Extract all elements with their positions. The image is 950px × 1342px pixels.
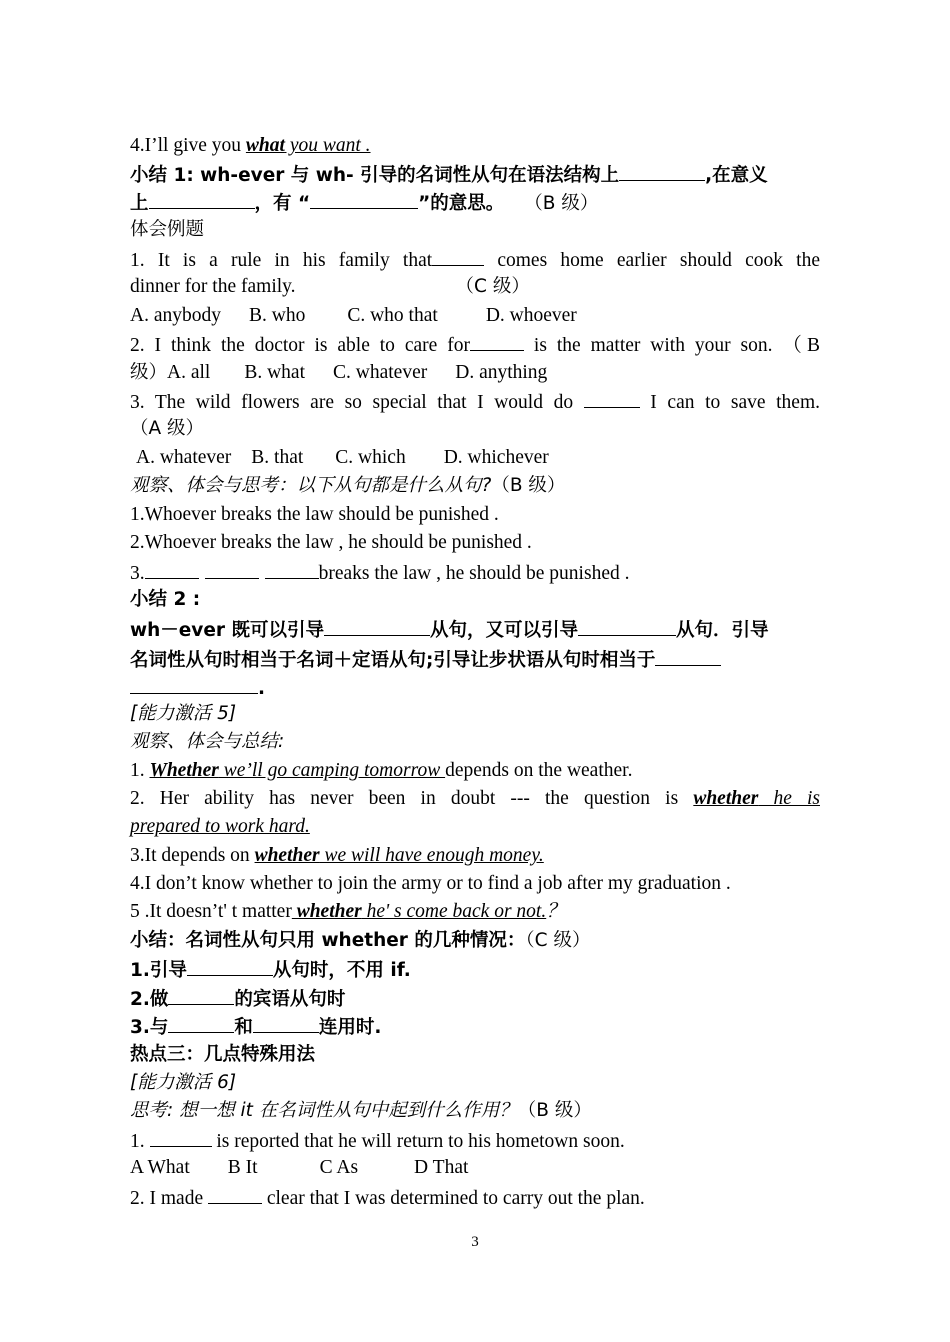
it-question-1: 1. is reported that he will return to his hometown soon. bbox=[130, 1126, 820, 1156]
option-b[interactable]: B. that bbox=[251, 447, 304, 468]
fill-blank[interactable] bbox=[168, 1012, 234, 1033]
whether-sentence-2: 2. Her ability has never been in doubt --- the question is whether he is bbox=[130, 788, 820, 809]
fill-blank[interactable] bbox=[145, 558, 199, 579]
summary-2-line-2: 名词性从句时相当于名词＋定语从句;引导让步状语从句时相当于 bbox=[130, 645, 820, 675]
option-c[interactable]: C. whatever bbox=[333, 362, 428, 383]
section-heading: 体会例题 bbox=[130, 219, 205, 240]
fill-blank[interactable] bbox=[584, 387, 640, 408]
option-a[interactable]: A. all bbox=[167, 362, 211, 383]
level-tag: （B 级） bbox=[491, 475, 566, 496]
fill-blank[interactable] bbox=[168, 984, 234, 1005]
question-2-options bbox=[130, 359, 820, 387]
option-d[interactable]: D. whoever bbox=[485, 305, 577, 326]
level-tag: 级） bbox=[130, 362, 168, 383]
fill-blank[interactable] bbox=[265, 558, 319, 579]
option-a[interactable]: A. whatever bbox=[136, 447, 232, 468]
emphasis-whether: whether bbox=[291, 901, 362, 922]
summary-2-title: 小结 2 : bbox=[130, 589, 201, 610]
it-question-1-options bbox=[130, 1154, 820, 1182]
whether-sentence-1: 1. Whether we’ll go camping tomorrow depends on the weather. bbox=[130, 760, 633, 781]
fill-blank[interactable] bbox=[150, 1126, 212, 1147]
it-question-2: 2. I made clear that I was determined to carry out the plan. bbox=[130, 1183, 820, 1213]
summary-1-line-1: 小结 1: wh-ever 与 wh- 引导的名词性从句在语法结构上 ,在意义 bbox=[130, 160, 820, 190]
observe-sentence-1: 1.Whoever breaks the law should be punished . bbox=[130, 504, 499, 525]
option-c[interactable]: C. who that bbox=[347, 305, 438, 326]
level-tag: （B 级） bbox=[517, 1100, 592, 1121]
emphasis-what: what bbox=[245, 135, 285, 156]
observe-heading: 观察、体会与思考：以下从句都是什么从句?（B 级） bbox=[130, 475, 566, 496]
activate-6-think: 思考: 想一想 it 在名词性从句中起到什么作用？（B 级） bbox=[130, 1100, 592, 1121]
level-tag: （C 级） bbox=[525, 930, 591, 951]
fill-blank[interactable] bbox=[310, 188, 418, 209]
whether-sentence-4: 4.I don’t know whether to join the army or to find a job after my graduation . bbox=[130, 873, 731, 894]
option-a[interactable]: A What bbox=[130, 1157, 190, 1178]
whether-sentence-2-cont: prepared to work hard. bbox=[130, 816, 310, 837]
summary-1-line-2: 上 ，有 “ ”的意思。 （B 级） bbox=[130, 188, 820, 218]
option-a[interactable]: A. anybody bbox=[130, 305, 221, 326]
level-tag: （B 级） bbox=[524, 193, 599, 214]
summary-2-line-3: . bbox=[130, 673, 820, 703]
question-1-line-1: 1. It is a rule in his family that comes home earlier should cook the bbox=[130, 245, 820, 275]
fill-blank[interactable] bbox=[619, 160, 705, 181]
hotspot-heading: 热点三：几点特殊用法 bbox=[130, 1044, 316, 1065]
summary-3-point-1: 1.引导 从句时，不用 if. bbox=[130, 955, 820, 985]
activate-5-title: [能力激活 5] bbox=[130, 703, 237, 724]
option-d[interactable]: D. anything bbox=[455, 362, 548, 383]
option-b[interactable]: B. what bbox=[244, 362, 306, 383]
summary-3-point-2: 2.做 的宾语从句时 bbox=[130, 984, 820, 1014]
question-3-options bbox=[136, 444, 826, 472]
fill-blank[interactable] bbox=[324, 615, 430, 636]
question-1-options bbox=[130, 302, 820, 330]
fill-blank[interactable] bbox=[208, 1183, 262, 1204]
option-d[interactable]: D That bbox=[414, 1157, 469, 1178]
emphasis-whether: Whether bbox=[149, 760, 219, 781]
whether-sentence-3: 3.It depends on whether we will have enough money. bbox=[130, 845, 544, 866]
option-b[interactable]: B. who bbox=[249, 305, 306, 326]
fill-blank[interactable] bbox=[655, 645, 721, 666]
emphasis-whether: whether bbox=[693, 788, 759, 809]
summary-3-title: 小结：名词性从句只用 whether 的几种情况：（C 级） bbox=[130, 930, 591, 951]
level-tag: （C 级） bbox=[455, 276, 530, 297]
question-1-line-2: dinner for the family. （C 级） bbox=[130, 276, 530, 297]
question-2-line-1: 2. I think the doctor is able to care for is the matter with your son. （B bbox=[130, 330, 820, 360]
emphasis-whether: whether bbox=[254, 845, 320, 866]
whether-sentence-5: 5 .It doesn’t' t matter whether he' s come back or not.？ bbox=[130, 901, 566, 922]
summary-2-line-1: wh－ever 既可以引导 从句，又可以引导 从句．引导 bbox=[130, 615, 820, 645]
activate-6-title: [能力激活 6] bbox=[130, 1072, 237, 1093]
option-b[interactable]: B It bbox=[227, 1157, 258, 1178]
observe-sentence-3: 3. breaks the law , he should be punished . bbox=[130, 558, 820, 588]
option-d[interactable]: D. whichever bbox=[443, 447, 549, 468]
fill-blank[interactable] bbox=[205, 558, 259, 579]
example-sentence-4: 4.I’ll give you what you want . bbox=[130, 135, 371, 156]
question-3-line-1: 3. The wild flowers are so special that I would do I can to save them. bbox=[130, 387, 820, 417]
option-c[interactable]: C. which bbox=[335, 447, 406, 468]
summary-3-point-3: 3.与 和 连用时. bbox=[130, 1012, 820, 1042]
fill-blank[interactable] bbox=[432, 245, 484, 266]
fill-blank[interactable] bbox=[187, 955, 273, 976]
level-tag: （A 级） bbox=[130, 418, 205, 439]
observe-sentence-2: 2.Whoever breaks the law , he should be punished . bbox=[130, 532, 532, 553]
option-c[interactable]: C As bbox=[319, 1157, 359, 1178]
activate-5-subtitle: 观察、体会与总结: bbox=[130, 731, 285, 752]
fill-blank[interactable] bbox=[149, 188, 255, 209]
page-number: 3 bbox=[471, 1234, 479, 1250]
fill-blank[interactable] bbox=[578, 615, 676, 636]
fill-blank[interactable] bbox=[470, 330, 524, 351]
fill-blank[interactable] bbox=[130, 673, 258, 694]
fill-blank[interactable] bbox=[253, 1012, 319, 1033]
